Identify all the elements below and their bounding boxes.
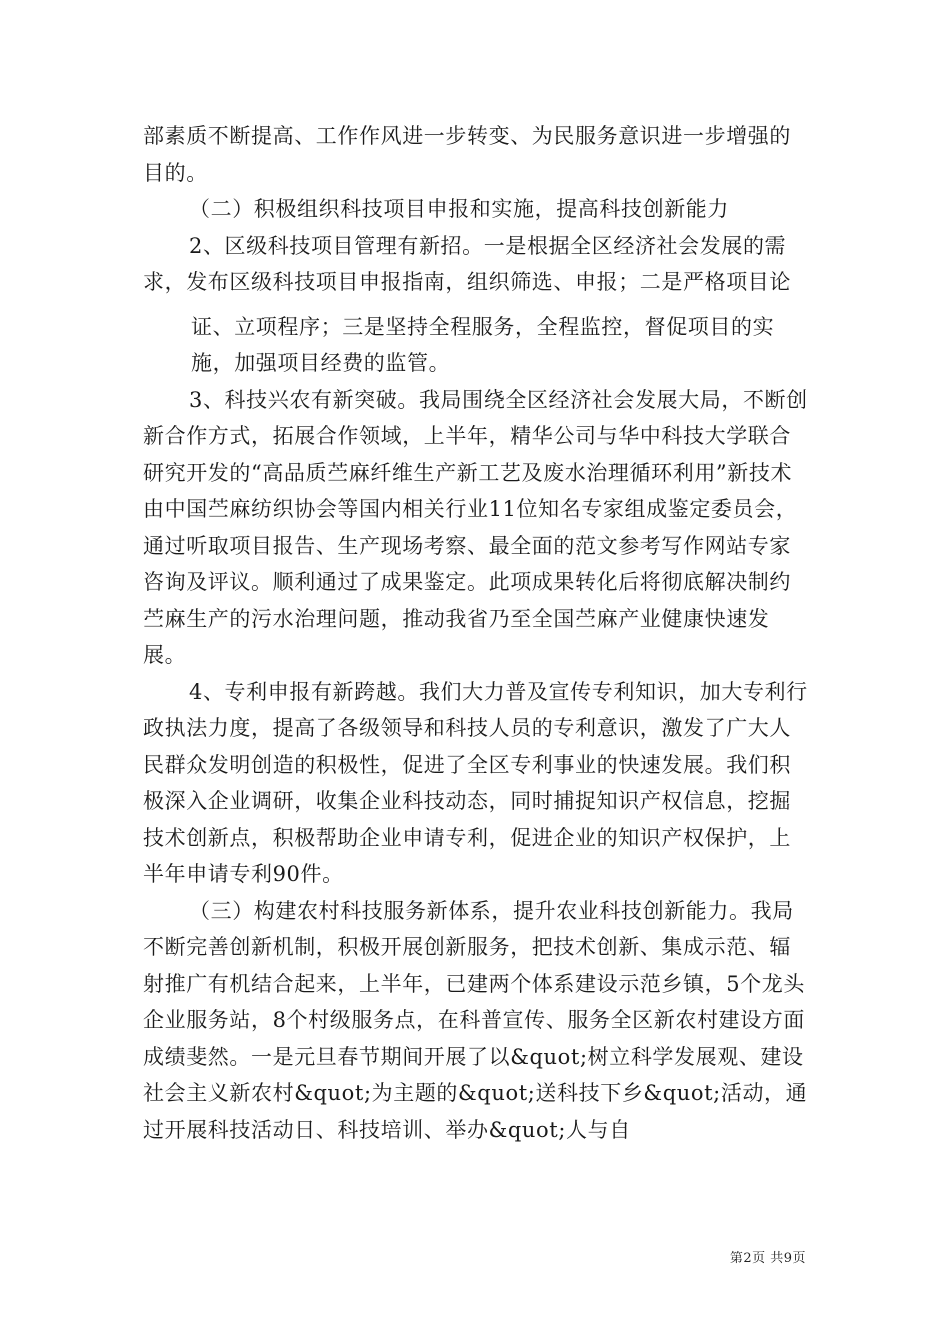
section-heading-3: （三）构建农村科技服务新体系，提升农业科技创新能力。我局不断完善创新机制，积极开展创新服务，把技术创新、集成示范、辐射推广有机结合起来，上半年，已建两个体系建设示范乡镇，5个龙头企业服务站，8个村级服务点，在科普宣传、服务全区新农村建设方面成绩斐然。一是元旦春节期间开展了以&quot;树立科学发展观、建设社会主义新农村&quot;为主题的&quot;送科技下乡&quot;活动，通过开展科技活动日、科技培训、举办&quot;人与自 xyxy=(143,898,808,1142)
paragraph-item-2-continued: 证、立项程序；三是坚持全程服务，全程监控，督促项目的实施，加强项目经费的监管。 xyxy=(191,314,775,375)
paragraph-item-3: 3、科技兴农有新突破。我局围绕全区经济社会发展大局，不断创新合作方式，拓展合作领域，上半年，精华公司与华中科技大学联合研究开发的“高品质苎麻纤维生产新工艺及废水治理循环利用”新技术由中国苎麻纺织协会等国内相关行业11位知名专家组成鉴定委员会，通过听取项目报告、生产现场考察、最全面的范文参考写作网站专家咨询及评议。顺利通过了成果鉴定。此项成果转化后将彻底解决制约苎麻生产的污水治理问题，推动我省乃至全国苎麻产业健康快速发展。 xyxy=(143,387,808,667)
paragraph-item-2: 2、区级科技项目管理有新招。一是根据全区经济社会发展的需求，发布区级科技项目申报指南，组织筛选、申报；二是严格项目论 xyxy=(143,233,791,294)
section-heading-2: （二）积极组织科技项目申报和实施，提高科技创新能力 xyxy=(189,197,729,221)
page-number: 第2页 共9页 xyxy=(729,1251,806,1266)
paragraph-continuation: 部素质不断提高、工作作风进一步转变、为民服务意识进一步增强的目的。 xyxy=(143,124,791,185)
paragraph-item-4: 4、专利申报有新跨越。我们大力普及宣传专利知识，加大专利行政执法力度，提高了各级领导和科技人员的专利意识，激发了广大人民群众发明创造的积极性，促进了全区专利事业的快速发展。我们积极深入企业调研，收集企业科技动态，同时捕捉知识产权信息，挖掘技术创新点，积极帮助企业申请专利，促进企业的知识产权保护，上半年申请专利90件。 xyxy=(143,679,808,886)
document-body xyxy=(143,118,809,1148)
